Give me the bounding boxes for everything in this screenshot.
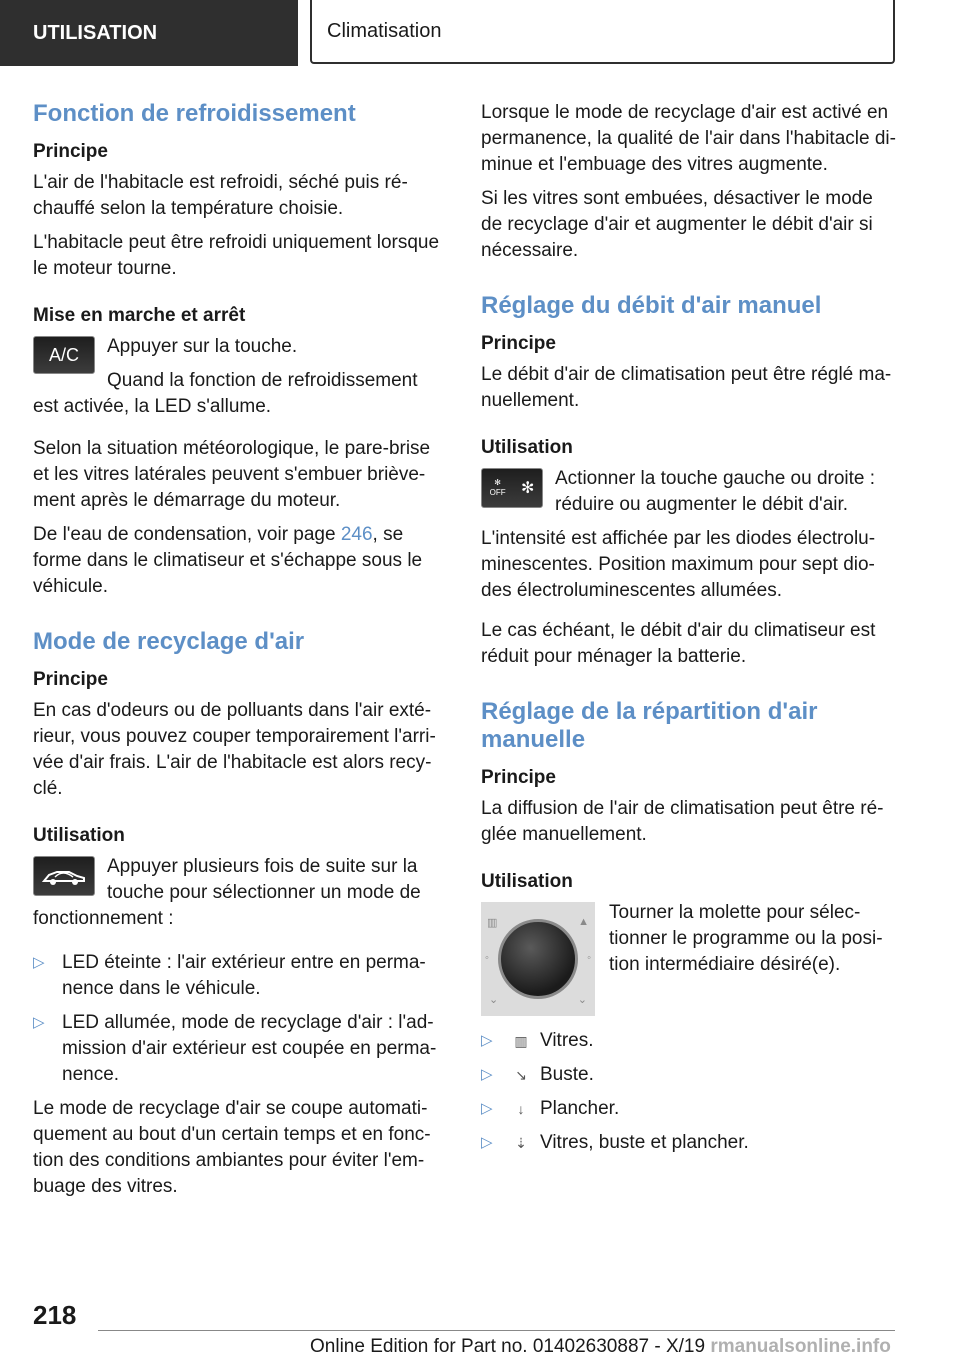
ac-button-icon: A/C — [33, 336, 95, 374]
recirc-instruction — [33, 854, 448, 932]
footer-divider — [98, 1330, 895, 1331]
triangle-bullet-icon: ▷ — [481, 1134, 493, 1151]
footwell-icon: ↓ — [517, 1101, 525, 1117]
chapter-title: Climatisation — [327, 19, 442, 42]
heading-airflow: Réglage du débit d'air manuel — [481, 292, 822, 319]
recirc-text-1: En cas d'odeurs ou de polluants dans l'air exté- rieur, vous pouvez couper temporairement l'arri- vée d'air frais. L'air de l'habitacle est alors recy- clé. — [33, 700, 436, 799]
cooling-text-2: L'habitacle peut être refroidi uniquement lorsque le moteur tourne. — [33, 232, 440, 279]
heading-recirculation: Mode de recyclage d'air — [33, 628, 305, 655]
subheading-on-off: Mise en marche et arrêt — [33, 305, 246, 326]
recirc-cont-text-2: Si les vitres sont embuées, désactiver le mode de recyclage d'air et augmenter le débit d'air si nécessaire. — [481, 188, 873, 261]
distribution-instruction — [481, 900, 896, 1006]
subheading-airflow-principle: Principe — [481, 333, 556, 354]
triangle-bullet-icon: ▷ — [481, 1100, 493, 1117]
section-tab — [0, 0, 298, 66]
recirc-use-text: Appuyer plusieurs fois de suite sur la touche pour sélectionner un mode de fonctionnement : — [33, 856, 421, 929]
recirc-bullet-list — [33, 950, 448, 1088]
airflow-text-1: Le débit d'air de climatisation peut être réglé ma- nuellement. — [481, 364, 892, 411]
subheading-distribution-principle: Principe — [481, 767, 556, 788]
footer-edition: Online Edition for Part no. 01402630887 - X/19 rmanualsonline.info — [310, 1336, 891, 1357]
list-item: ▷ ▥ Vitres. — [481, 1028, 896, 1054]
airflow-text-2: L'intensité est affichée par les diodes électrolu- minescentes. Position maximum pour sept dio- des électroluminescentes allumées. — [481, 528, 876, 601]
section-title: UTILISATION — [33, 21, 158, 44]
all-vents-icon: ⇣ — [515, 1135, 527, 1151]
distribution-bullet-list — [481, 1028, 896, 1156]
onoff-text-2: Quand la fonction de refroidissement est activée, la LED s'allume. — [33, 370, 418, 417]
distribution-text-1: La diffusion de l'air de climatisation peut être ré- glée manuellement. — [481, 798, 884, 845]
triangle-bullet-icon: ▷ — [481, 1066, 493, 1083]
fan-button-icon: ✻ OFF ✻ — [481, 468, 543, 508]
condensation-text: De l'eau de condensation, voir page 246, se forme dans le climatiseur et s'échappe sous le véhicule. — [33, 524, 423, 597]
airflow-instruction — [481, 466, 896, 518]
subheading-distribution-use: Utilisation — [481, 871, 573, 892]
cooling-text-1: L'air de l'habitacle est refroidi, séché puis ré- chauffé selon la température choisie. — [33, 172, 408, 219]
list-item: ▷ LED allumée, mode de recyclage d'air : l'ad- mission d'air extérieur est coupée en perma- nence. — [33, 1012, 437, 1085]
left-column — [33, 100, 448, 1208]
subheading-cooling-principle: Principe — [33, 141, 108, 162]
chapter-tab — [310, 0, 895, 64]
distribution-use-text: Tourner la molette pour sélec- tionner le programme ou la posi- tion intermédiaire désiré(e). — [609, 902, 883, 975]
fog-text: Selon la situation météorologique, le pare-brise et les vitres latérales peuvent s'embuer briève- ment après le démarrage du moteur. — [33, 438, 431, 511]
page-link-246[interactable]: 246 — [340, 524, 373, 545]
recirc-cont-text-1: Lorsque le mode de recyclage d'air est activé en permanence, la qualité de l'air dans l'habitacle di- minue et l'embuage des vitres augmente. — [481, 102, 896, 175]
triangle-bullet-icon: ▷ — [481, 1032, 493, 1049]
right-column — [481, 100, 896, 1164]
list-item: ▷ ↘ Buste. — [481, 1062, 896, 1088]
watermark-site: rmanualsonline.info — [710, 1336, 891, 1357]
windshield-icon: ▥ — [514, 1033, 528, 1049]
recirc-end-text: Le mode de recyclage d'air se coupe automati- quement au bout d'un certain temps et en fonc- tion des conditions ambiantes pour éviter l'em- buage des vitres. — [33, 1098, 431, 1197]
airflow-text-3: Le cas échéant, le débit d'air du climatiseur est réduit pour ménager la batterie. — [481, 620, 876, 667]
airflow-use-text: Actionner la touche gauche ou droite : réduire ou augmenter le débit d'air. — [555, 468, 876, 515]
subheading-recirc-principle: Principe — [33, 669, 108, 690]
list-item: ▷ ⇣ Vitres, buste et plancher. — [481, 1130, 896, 1156]
triangle-bullet-icon: ▷ — [33, 954, 45, 971]
recirculation-car-icon — [33, 856, 95, 896]
onoff-text-1: Appuyer sur la touche. — [107, 336, 298, 357]
subheading-airflow-use: Utilisation — [481, 437, 573, 458]
list-item: ▷ LED éteinte : l'air extérieur entre en perma- nence dans le véhicule. — [33, 952, 426, 999]
upper-body-icon: ↘ — [515, 1067, 527, 1083]
triangle-bullet-icon: ▷ — [33, 1014, 45, 1031]
distribution-dial-icon: ▥ ▲ ◦ ◦ ⌄ ⌄ — [481, 902, 595, 1016]
page-number: 218 — [33, 1300, 77, 1330]
subheading-recirc-use: Utilisation — [33, 825, 125, 846]
list-item: ▷ ↓ Plancher. — [481, 1096, 896, 1122]
heading-cooling: Fonction de refroidissement — [33, 100, 356, 127]
ac-instruction — [33, 334, 448, 420]
heading-distribution: Réglage de la répartition d'air manuelle — [481, 698, 818, 753]
